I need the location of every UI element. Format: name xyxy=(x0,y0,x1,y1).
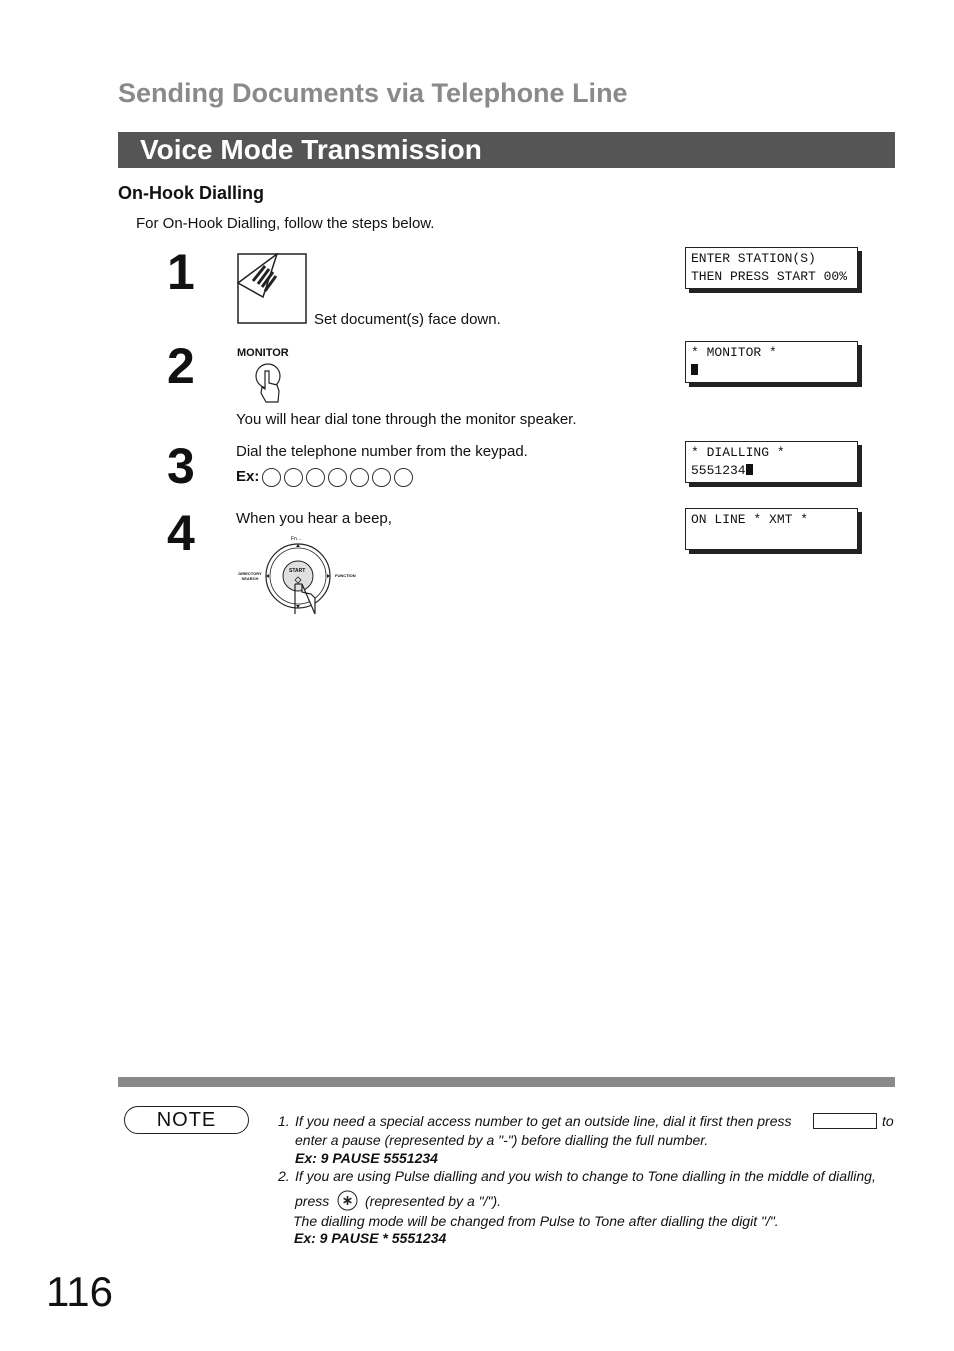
keypad-key-icon xyxy=(284,468,303,487)
step-number-1: 1 xyxy=(167,244,195,300)
step-number-2: 2 xyxy=(167,338,195,394)
keypad-key-icon xyxy=(328,468,347,487)
lcd-display-step-3 xyxy=(685,441,858,483)
note-badge: NOTE xyxy=(124,1106,249,1134)
note-1-line-2: enter a pause (represented by a "-") before dialling the full number. xyxy=(295,1132,709,1148)
step-number-4: 4 xyxy=(167,505,195,561)
keypad-key-icon xyxy=(372,468,391,487)
lcd-line: 5551234 xyxy=(691,463,746,478)
title-bar xyxy=(118,132,895,168)
note-2-line-2-end: (represented by a "/"). xyxy=(365,1193,502,1209)
note-2-example: Ex: 9 PAUSE * 5551234 xyxy=(294,1230,447,1246)
step-2-text: You will hear dial tone through the monitor speaker. xyxy=(236,411,577,428)
keypad-key-icon xyxy=(262,468,281,487)
note-2-number: 2. xyxy=(278,1168,290,1184)
example-keys xyxy=(236,468,416,487)
subheading: On-Hook Dialling xyxy=(118,183,264,203)
step-number-3: 3 xyxy=(167,438,195,494)
lcd-cursor-icon xyxy=(691,364,698,375)
lcd-line: * MONITOR * xyxy=(691,345,777,360)
section-header: Sending Documents via Telephone Line xyxy=(118,78,628,108)
separator-rule xyxy=(118,1077,895,1087)
lcd-line: * DIALLING * xyxy=(691,445,785,460)
note-2-line-3: The dialling mode will be changed from Pulse to Tone after dialling the digit "/". xyxy=(293,1213,779,1229)
function-label: FUNCTION xyxy=(335,573,356,578)
keypad-key-icon xyxy=(350,468,369,487)
document-face-down-icon xyxy=(237,253,309,325)
lcd-display-step-2 xyxy=(685,341,858,383)
monitor-button-press-icon xyxy=(252,361,284,405)
lcd-cursor-icon xyxy=(746,464,753,475)
note-1-number: 1. xyxy=(278,1113,290,1129)
start-keypad-illustration xyxy=(236,536,360,614)
lcd-line: THEN PRESS START 00% xyxy=(691,269,848,284)
example-label: Ex: xyxy=(236,468,260,486)
intro-text: For On-Hook Dialling, follow the steps below. xyxy=(136,215,435,232)
page-number: 116 xyxy=(46,1268,113,1315)
lcd-line: ON LINE * XMT * xyxy=(691,512,809,527)
keypad-top-label: Fn… xyxy=(291,536,302,542)
page-title: Voice Mode Transmission xyxy=(140,134,482,165)
directory-search-label: DIRECTORY SEARCH xyxy=(238,571,262,581)
keypad-key-icon xyxy=(394,468,413,487)
note-2-line-1: If you are using Pulse dialling and you wish to change to Tone dialling in the middle of dialling, xyxy=(295,1168,876,1184)
keypad-key-icon xyxy=(306,468,325,487)
note-1-line-1: If you need a special access number to get an outside line, dial it first then press xyxy=(295,1113,792,1129)
lcd-display-step-1 xyxy=(685,247,858,289)
pause-key-icon xyxy=(813,1113,877,1129)
pause-key-box xyxy=(813,1113,877,1132)
star-key-icon xyxy=(337,1190,358,1211)
step-4-text: When you hear a beep, xyxy=(236,510,392,527)
monitor-button-label: MONITOR xyxy=(237,347,289,359)
note-1-example: Ex: 9 PAUSE 5551234 xyxy=(295,1150,438,1166)
step-1-text: Set document(s) face down. xyxy=(314,311,501,328)
start-key-label: START xyxy=(289,568,306,574)
step-3-text: Dial the telephone number from the keypad. xyxy=(236,443,528,460)
lcd-display-step-4 xyxy=(685,508,858,550)
note-2-line-2-start: press xyxy=(295,1193,330,1209)
lcd-line: ENTER STATION(S) xyxy=(691,251,816,266)
note-1-line-1-end: to xyxy=(882,1113,894,1129)
